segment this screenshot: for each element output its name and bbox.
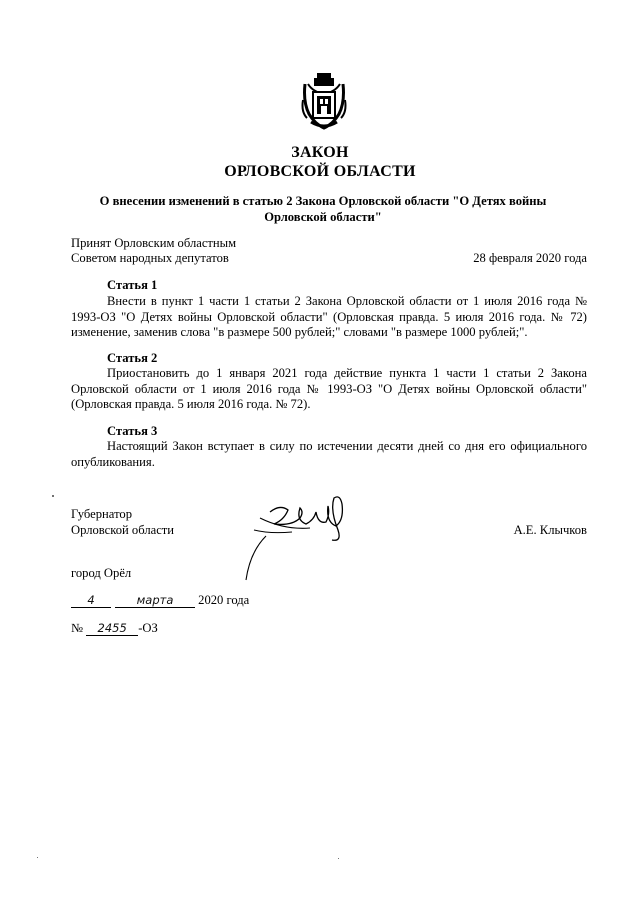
article-2-text: Приостановить до 1 января 2021 года действие пункта 1 части 1 статьи 2 Закона Орловской области от 1 июля 2016 года № 1993-ОЗ "О Детях войны Орловской области" (Орловская правда. 5 июля 2016 года. № 72).	[71, 366, 587, 411]
signing-day: 4	[87, 593, 95, 607]
law-subject: О внесении изменений в статью 2 Закона Орловской области "О Детях войны Орловской области"	[99, 194, 547, 224]
scan-speck	[37, 857, 38, 858]
scan-speck	[338, 858, 339, 859]
law-number-suffix: -ОЗ	[138, 621, 158, 635]
law-number-line	[71, 621, 158, 637]
signing-year: 2020 года	[198, 593, 250, 607]
law-number-field	[86, 622, 138, 636]
coat-of-arms-emblem	[299, 72, 349, 132]
article-2-heading: Статья 2	[107, 351, 158, 365]
signing-day-field	[71, 594, 111, 608]
adoption-date: 28 февраля 2020 года	[473, 251, 587, 265]
region-title: ОРЛОВСКОЙ ОБЛАСТИ	[224, 163, 416, 180]
article-3-text: Настоящий Закон вступает в силу по истечении десяти дней со дня его официального опубликования.	[71, 439, 587, 469]
signing-date	[71, 593, 249, 609]
adoption-body-line2: Советом народных депутатов	[71, 251, 229, 265]
article-3-heading: Статья 3	[107, 424, 158, 438]
article-1-text: Внести в пункт 1 части 1 статьи 2 Закона Орловской области от 1 июля 2016 года № 1993-ОЗ "О Детях войны Орловской области" (Орловская правда. 5 июля 2016 года. № 72) изменение, заменив слова "в размере 500 рублей;" словами "в размере 1000 рублей;".	[71, 294, 587, 339]
signing-month: марта	[136, 593, 174, 607]
signing-place: город Орёл	[71, 566, 132, 580]
signatory-title-line1: Губернатор	[71, 507, 132, 521]
law-number-prefix: №	[71, 621, 84, 635]
article-1-heading: Статья 1	[107, 278, 158, 292]
adoption-body-line1: Принят Орловским областным	[71, 236, 237, 250]
signatory-name: А.Е. Клычков	[513, 523, 587, 537]
signatory-title-line2: Орловской области	[71, 523, 175, 537]
scan-speck	[52, 495, 54, 497]
handwritten-signature	[240, 490, 352, 586]
law-number: 2455	[97, 621, 127, 635]
signing-month-field	[115, 594, 195, 608]
document-type-title: ЗАКОН	[291, 144, 349, 161]
